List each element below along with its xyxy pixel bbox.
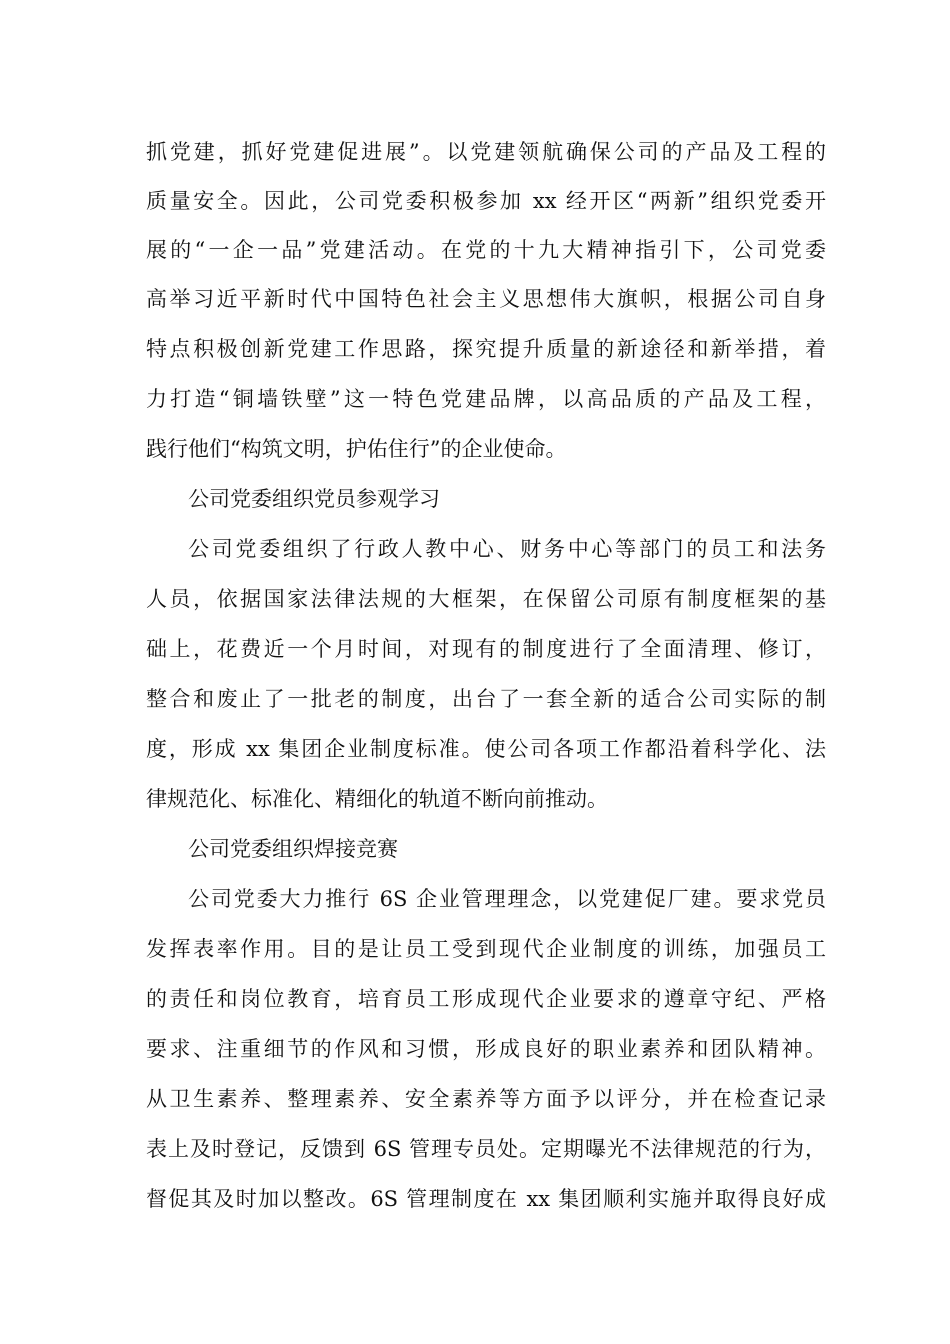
- paragraph-line: 督促其及时加以整改。6S 管理制度在 xx 集团顺利实施并取得良好成: [146, 1187, 826, 1211]
- paragraph-line: 展的“一企一品”党建活动。在党的十九大精神指引下，公司党委: [146, 238, 826, 262]
- paragraph-line: 律规范化、标准化、精细化的轨道不断向前推动。: [146, 787, 608, 811]
- paragraph-line: 抓党建，抓好党建促进展”。以党建领航确保公司的产品及工程的: [146, 140, 826, 164]
- paragraph-line: 要求、注重细节的作风和习惯，形成良好的职业素养和团队精神。: [146, 1037, 826, 1061]
- paragraph-line: 从卫生素养、整理素养、安全素养等方面予以评分，并在检查记录: [146, 1087, 826, 1111]
- section-heading: 公司党委组织党员参观学习: [188, 487, 440, 511]
- paragraph-line: 公司党委组织了行政人教中心、财务中心等部门的员工和法务: [188, 537, 826, 561]
- paragraph-line: 公司党委大力推行 6S 企业管理理念，以党建促厂建。要求党员: [188, 887, 826, 911]
- paragraph-line: 人员，依据国家法律法规的大框架，在保留公司原有制度框架的基: [146, 587, 826, 611]
- paragraph-line: 的责任和岗位教育，培育员工形成现代企业要求的遵章守纪、严格: [146, 987, 826, 1011]
- paragraph-line: 质量安全。因此，公司党委积极参加 xx 经开区“两新”组织党委开: [146, 189, 826, 213]
- paragraph-line: 表上及时登记，反馈到 6S 管理专员处。定期曝光不法律规范的行为，: [146, 1137, 826, 1161]
- paragraph-line: 础上，花费近一个月时间，对现有的制度进行了全面清理、修订，: [146, 637, 826, 661]
- paragraph-line: 度，形成 xx 集团企业制度标准。使公司各项工作都沿着科学化、法: [146, 737, 826, 761]
- paragraph-line: 发挥表率作用。目的是让员工受到现代企业制度的训练，加强员工: [146, 937, 826, 961]
- paragraph-line: 高举习近平新时代中国特色社会主义思想伟大旗帜，根据公司自身: [146, 287, 826, 311]
- paragraph-line: 践行他们“构筑文明，护佑住行”的企业使命。: [146, 437, 567, 461]
- paragraph-line: 力打造“铜墙铁壁”这一特色党建品牌，以高品质的产品及工程，: [146, 387, 826, 411]
- section-heading: 公司党委组织焊接竞赛: [188, 837, 398, 861]
- paragraph-line: 整合和废止了一批老的制度，出台了一套全新的适合公司实际的制: [146, 687, 826, 711]
- paragraph-line: 特点积极创新党建工作思路，探究提升质量的新途径和新举措，着: [146, 337, 826, 361]
